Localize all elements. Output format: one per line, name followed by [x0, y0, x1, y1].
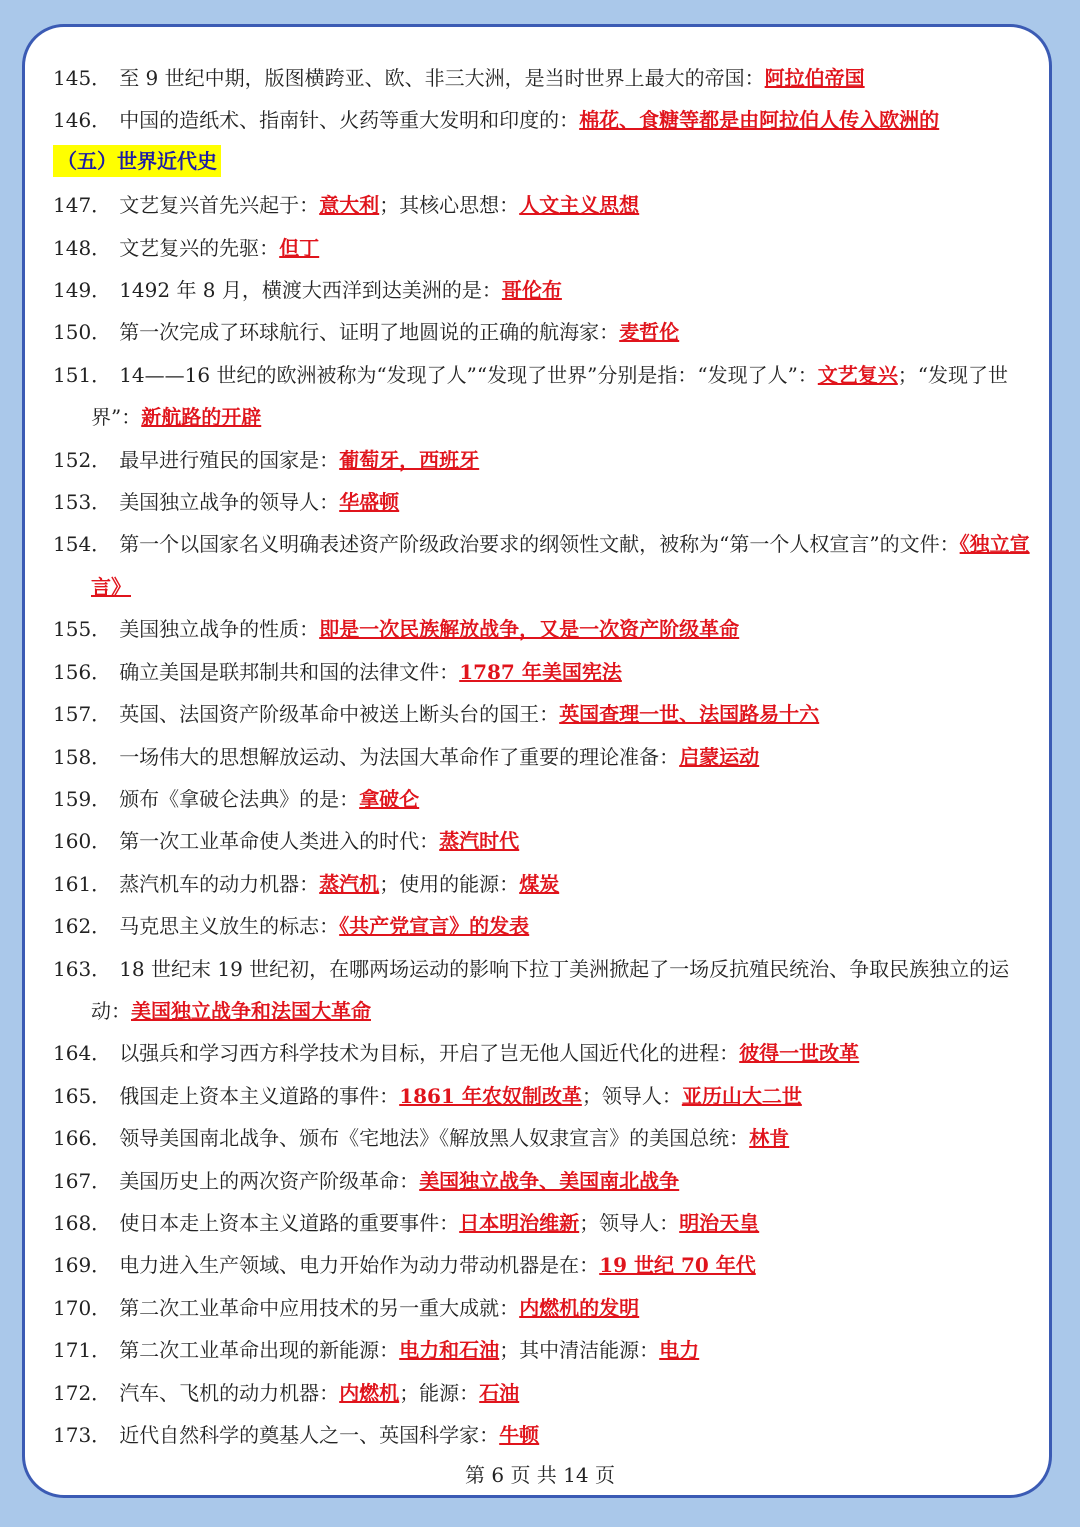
item-number: 148．	[53, 235, 112, 260]
question-text: 14——16 世纪的欧洲被称为“发现了人”“发现了世界”分别是指：“发现了人”：	[119, 362, 818, 387]
answer-text: 1861 年农奴制改革	[399, 1083, 582, 1108]
answer-text: 1787 年美国宪法	[459, 659, 622, 684]
question-text: 文艺复兴的先驱：	[119, 235, 280, 260]
question-text: 至 9 世纪中期，版图横跨亚、欧、非三大洲，是当时世界上最大的帝国：	[119, 66, 765, 90]
list-item	[53, 227, 1033, 269]
question-text: ；领导人：	[579, 1210, 680, 1235]
question-text: ；领导人：	[581, 1083, 682, 1108]
answer-text: 但丁	[279, 235, 320, 260]
item-number: 145．	[53, 66, 112, 90]
answer-text: 内燃机的发明	[519, 1295, 640, 1320]
question-text: 文艺复兴首先兴起于：	[119, 193, 320, 218]
question-text: 第二次工业革命出现的新能源：	[119, 1338, 400, 1363]
answer-text: 电力和石油	[399, 1338, 500, 1363]
item-number: 161．	[53, 871, 112, 896]
answer-text: 煤炭	[519, 871, 560, 896]
answer-text: 华盛顿	[339, 490, 400, 515]
answer-text: 哥伦布	[501, 278, 562, 303]
list-item	[53, 736, 1033, 778]
item-number: 156．	[53, 659, 112, 684]
item-number: 153．	[53, 490, 112, 515]
question-text: 俄国走上资本主义道路的事件：	[119, 1083, 400, 1108]
list-item	[53, 778, 1033, 820]
answer-text: 《共产党宣言》的发表	[339, 914, 530, 939]
list-item	[53, 57, 1033, 99]
answer-text: 阿拉伯帝国	[764, 66, 865, 90]
item-number: 169．	[53, 1253, 112, 1278]
answer-text: 麦哲伦	[619, 320, 680, 345]
answer-text: 文艺复兴	[817, 362, 898, 387]
list-item	[53, 651, 1033, 693]
question-text: ；其中清洁能源：	[499, 1338, 660, 1363]
question-text: 最早进行殖民的国家是：	[119, 447, 340, 472]
list-item	[53, 354, 1033, 439]
answer-text: 英国查理一世、法国路易十六	[559, 702, 820, 727]
item-number: 152．	[53, 447, 112, 472]
list-item	[53, 1414, 1033, 1456]
list-item	[53, 1075, 1033, 1117]
answer-text: 蒸汽机	[319, 871, 380, 896]
item-number: 157．	[53, 702, 112, 727]
question-text: 美国历史上的两次资产阶级革命：	[119, 1168, 420, 1193]
question-text: 18 世纪末 19 世纪初，在哪两场运动的影响下拉丁美洲掀起了一场反抗殖民统治、争取民族独立的运动：	[91, 956, 1010, 1023]
list-item	[53, 905, 1033, 947]
question-text: 一场伟大的思想解放运动、为法国大革命作了重要的理论准备：	[119, 744, 680, 769]
item-number: 149．	[53, 278, 112, 303]
list-item	[53, 948, 1033, 1033]
question-text: 第一次完成了环球航行、证明了地圆说的正确的航海家：	[119, 320, 620, 345]
answer-text: 美国独立战争、美国南北战争	[419, 1168, 680, 1193]
section-heading: （五）世界近代史	[53, 145, 221, 177]
list-item	[53, 269, 1033, 311]
item-number: 154．	[53, 532, 112, 557]
page-footer: 第 6 页 共 14 页	[465, 1463, 615, 1487]
item-number: 170．	[53, 1295, 112, 1320]
item-number: 162．	[53, 914, 112, 939]
question-text: 马克思主义放生的标志：	[119, 914, 340, 939]
list-item	[53, 1032, 1033, 1074]
answer-text: 石油	[479, 1380, 520, 1405]
item-number: 167．	[53, 1168, 112, 1193]
answer-text: 19 世纪 70 年代	[599, 1253, 756, 1278]
question-text: 蒸汽机车的动力机器：	[119, 871, 320, 896]
answer-text: 启蒙运动	[679, 744, 760, 769]
list-item	[53, 311, 1033, 353]
item-number: 155．	[53, 617, 112, 642]
question-text: ；能源：	[399, 1380, 480, 1405]
item-number: 173．	[53, 1423, 112, 1447]
question-text: 近代自然科学的奠基人之一、英国科学家：	[119, 1423, 500, 1447]
answer-text: 即是一次民族解放战争，又是一次资产阶级革命	[319, 617, 740, 642]
item-number: 150．	[53, 320, 112, 345]
answer-text: 意大利	[319, 193, 380, 218]
question-text: 英国、法国资产阶级革命中被送上断头台的国王：	[119, 702, 560, 727]
answer-text: 《独立宣言》	[91, 532, 1030, 599]
list-item	[53, 1202, 1033, 1244]
answer-text: 彼得一世改革	[739, 1041, 860, 1066]
question-text: 美国独立战争的领导人：	[119, 490, 340, 515]
answer-text: 人文主义思想	[519, 193, 640, 218]
question-text: 美国独立战争的性质：	[119, 617, 320, 642]
answer-text: 电力	[659, 1338, 700, 1363]
question-text: 1492 年 8 月，横渡大西洋到达美洲的是：	[119, 278, 502, 303]
answer-text: 日本明治维新	[459, 1210, 580, 1235]
question-text: 电力进入生产领域、电力开始作为动力带动机器是在：	[119, 1253, 600, 1278]
answer-text: 林肯	[749, 1126, 790, 1151]
answer-text: 内燃机	[339, 1380, 400, 1405]
question-text: ；其核心思想：	[379, 193, 520, 218]
item-number: 147．	[53, 193, 112, 218]
list-item	[53, 1244, 1033, 1286]
document-page	[22, 24, 1052, 1498]
answer-text: 蒸汽时代	[439, 829, 520, 854]
list-item	[53, 820, 1033, 862]
answer-text: 亚历山大二世	[681, 1083, 802, 1108]
answer-text: 美国独立战争和法国大革命	[131, 998, 371, 1023]
item-number: 159．	[53, 786, 112, 811]
question-text: 第一次工业革命使人类进入的时代：	[119, 829, 440, 854]
item-number: 163．	[53, 956, 112, 981]
question-text: 领导美国南北战争、颁布《宅地法》《解放黑人奴隶宣言》的美国总统：	[119, 1126, 750, 1151]
item-number: 151．	[53, 362, 112, 387]
list-item	[53, 1160, 1033, 1202]
question-text: 中国的造纸术、指南针、火药等重大发明和印度的：	[119, 108, 580, 133]
list-item	[53, 99, 1033, 141]
answer-text: 明治天皇	[679, 1210, 760, 1235]
item-number: 171．	[53, 1338, 112, 1363]
question-list	[53, 57, 1033, 1456]
list-item	[53, 693, 1033, 735]
question-text: 第一个以国家名义明确表述资产阶级政治要求的纲领性文献，被称为“第一个人权宣言”的文件：	[119, 532, 960, 557]
item-number: 165．	[53, 1083, 112, 1108]
question-text: 颁布《拿破仑法典》的是：	[119, 786, 360, 811]
question-text: 以强兵和学习西方科学技术为目标，开启了岂无他人国近代化的进程：	[119, 1041, 740, 1066]
list-item	[53, 1287, 1033, 1329]
answer-text: 葡萄牙，西班牙	[339, 447, 480, 472]
item-number: 164．	[53, 1041, 112, 1066]
question-text: 第二次工业革命中应用技术的另一重大成就：	[119, 1295, 520, 1320]
section-heading-row	[53, 142, 1033, 184]
item-number: 146．	[53, 108, 112, 133]
list-item	[53, 1372, 1033, 1414]
list-item	[53, 523, 1033, 608]
list-item	[53, 608, 1033, 650]
list-item	[53, 863, 1033, 905]
question-text: 汽车、飞机的动力机器：	[119, 1380, 340, 1405]
question-text: 确立美国是联邦制共和国的法律文件：	[119, 659, 460, 684]
question-text: ；使用的能源：	[379, 871, 520, 896]
answer-text: 拿破仑	[359, 786, 420, 811]
answer-text: 棉花、食糖等都是由阿拉伯人传入欧洲的	[579, 108, 940, 133]
list-item	[53, 439, 1033, 481]
list-item	[53, 481, 1033, 523]
list-item	[53, 184, 1033, 226]
list-item	[53, 1329, 1033, 1371]
question-text: 使日本走上资本主义道路的重要事件：	[119, 1210, 460, 1235]
item-number: 160．	[53, 829, 112, 854]
item-number: 158．	[53, 744, 112, 769]
item-number: 166．	[53, 1126, 112, 1151]
answer-text: 牛顿	[499, 1423, 540, 1447]
item-number: 168．	[53, 1210, 112, 1235]
list-item	[53, 1117, 1033, 1159]
question-text: ；“发现了世界”：	[91, 362, 1009, 430]
item-number: 172．	[53, 1380, 112, 1405]
answer-text: 新航路的开辟	[141, 405, 262, 430]
